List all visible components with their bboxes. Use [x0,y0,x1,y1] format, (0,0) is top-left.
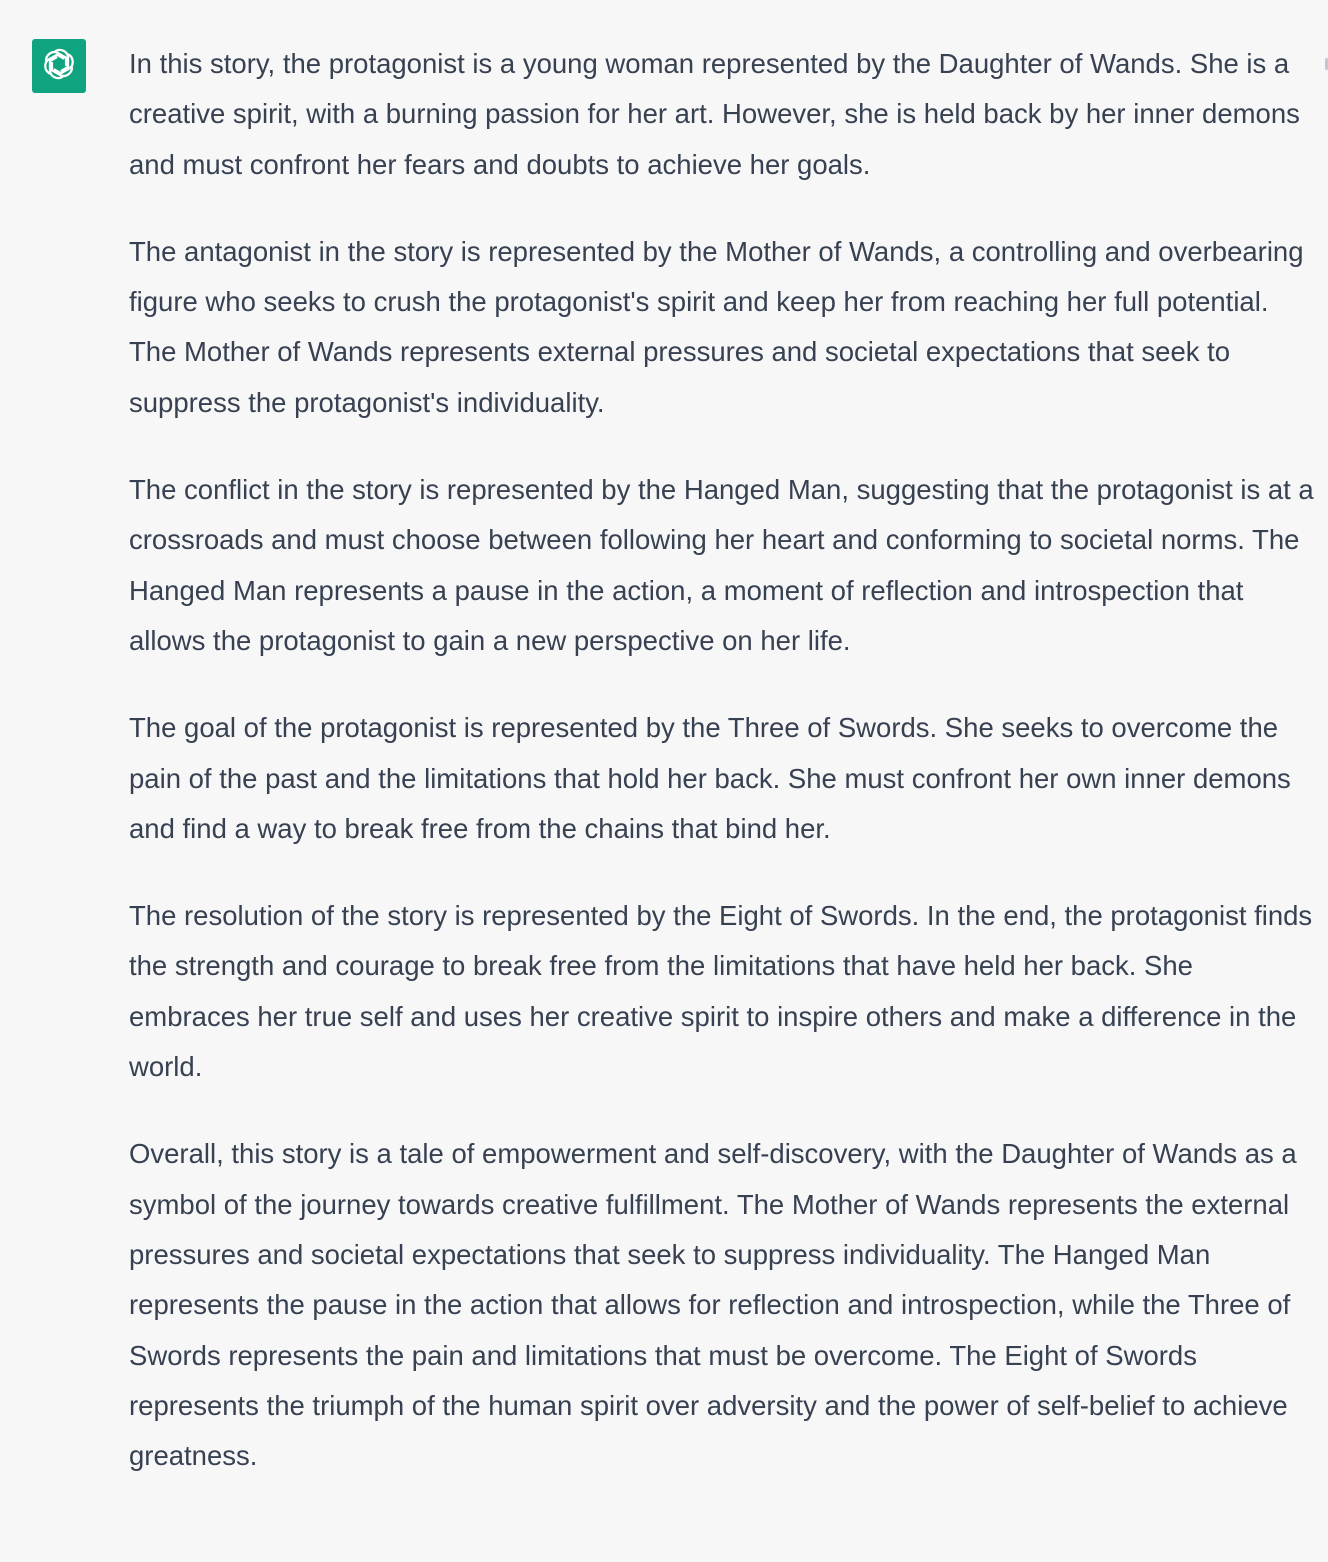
assistant-avatar [32,39,86,93]
message-paragraph-5: The resolution of the story is represented by the Eight of Swords. In the end, the protagonist finds the strength and courage to break free from the limitations that have held her back. She embraces her true self and uses her creative spirit to inspire others and make a difference in the world. [129,900,1313,1083]
message-paragraph-1: In this story, the protagonist is a young woman represented by the Daughter of Wands. She is a creative spirit, with a burning passion for her art. However, she is held back by her inner demons and must confront her fears and doubts to achieve her goals. [129,48,1300,180]
message-paragraph-4: The goal of the protagonist is represented by the Three of Swords. She seeks to overcome the pain of the past and the limitations that hold her back. She must confront her own inner demons and find a way to break free from the chains that bind her. [129,712,1291,844]
message-paragraph-3: The conflict in the story is represented by the Hanged Man, suggesting that the protagonist is at a crossroads and must choose between following her heart and conforming to societal norms. The Hanged Man represents a pause in the action, a moment of reflection and introspection that allows the protagonist to gain a new perspective on her life. [129,474,1314,656]
openai-logo-icon [40,45,78,88]
message-paragraph-6: Overall, this story is a tale of empowerment and self-discovery, with the Daughter of Wands as a symbol of the journey towards creative fulfillment. The Mother of Wands represents the external pressures and societal expectations that seek to suppress individuality. The Hanged Man represents the pause in the action that allows for reflection and introspection, while the Three of Swords represents the pain and limitations that must be overcome. The Eight of Swords represents the triumph of the human spirit over adversity and the power of self-belief to achieve greatness. [129,1138,1297,1472]
message-content [129,39,1314,1481]
message-paragraph-2: The antagonist in the story is represented by the Mother of Wands, a controlling and overbearing figure who seeks to crush the protagonist's spirit and keep her from reaching her full potential. The Mother of Wands represents external pressures and societal expectations that seek to suppress the protagonist's individuality. [129,235,1304,418]
